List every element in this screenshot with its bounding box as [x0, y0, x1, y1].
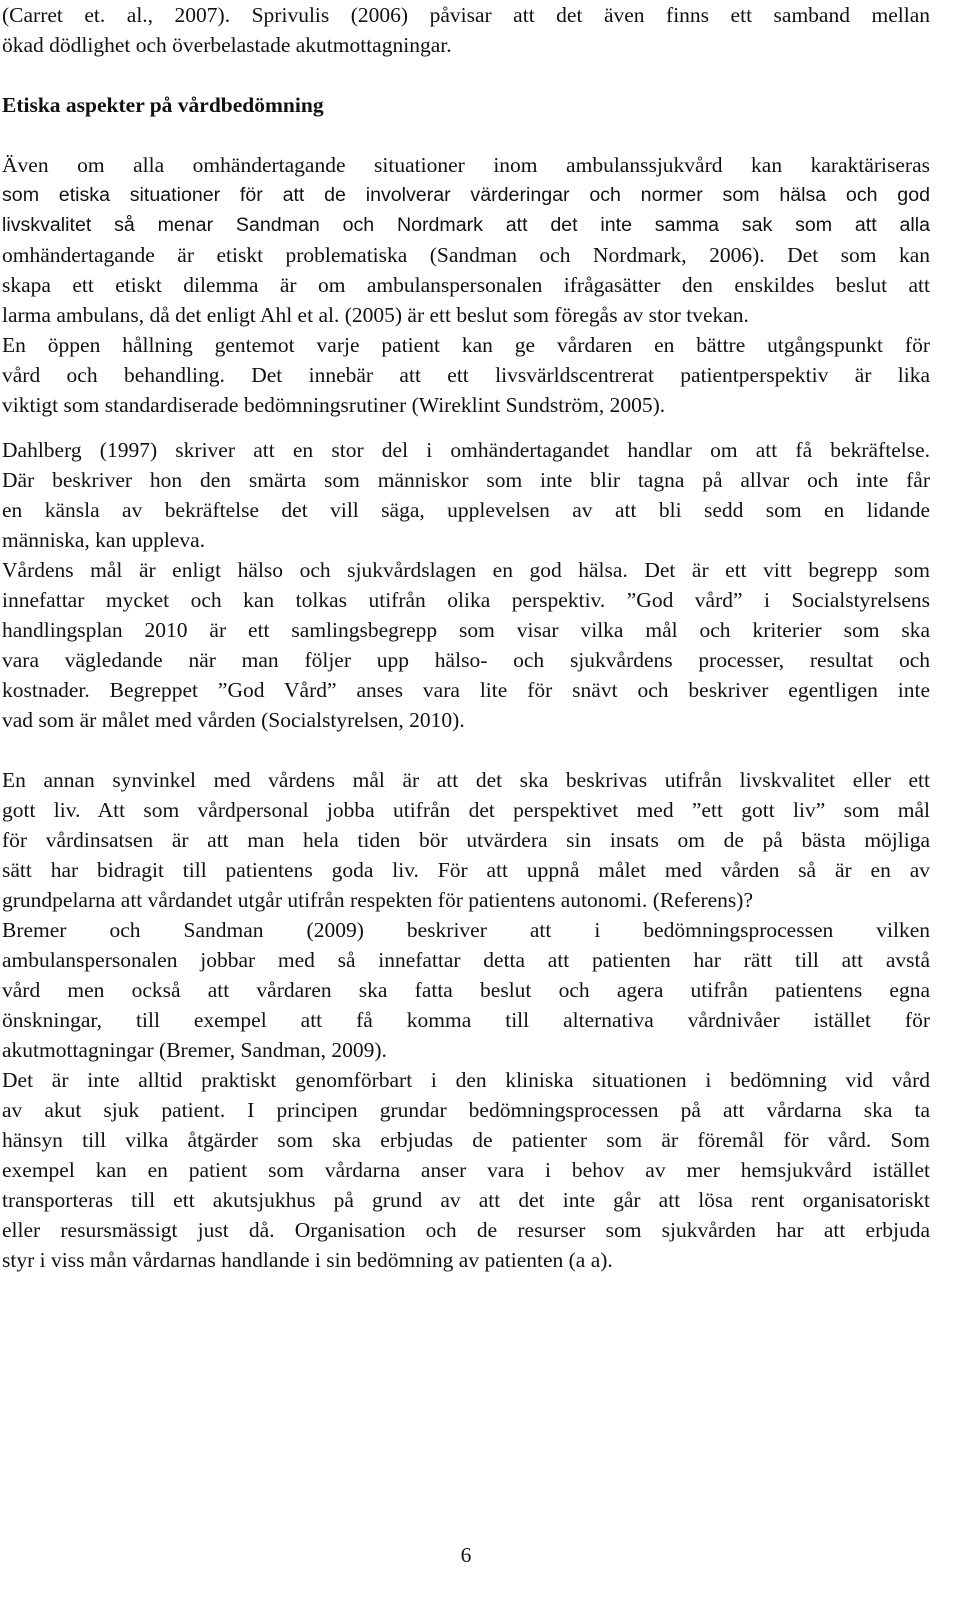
- text-line: för vårdinsatsen är att man hela tiden bör utvärdera sin insats om de på bästa möjliga: [2, 828, 930, 852]
- text-line: Där beskriver hon den smärta som människor som inte blir tagna på allvar och inte får: [2, 468, 930, 492]
- text-line: styr i viss mån vårdarnas handlande i sin bedömning av patienten (a a).: [2, 1248, 613, 1272]
- section-heading: Etiska aspekter på vårdbedömning: [2, 93, 324, 117]
- text-line: människa, kan uppleva.: [2, 528, 206, 552]
- text-line: vara vägledande när man följer upp hälso- och sjukvårdens processer, resultat och: [2, 648, 930, 672]
- text-line: akutmottagningar (Bremer, Sandman, 2009).: [2, 1038, 387, 1062]
- text-line: livskvalitet så menar Sandman och Nordmark att det inte samma sak som att alla: [2, 214, 930, 236]
- text-line: exempel kan en patient som vårdarna anser vara i behov av mer hemsjukvård istället: [2, 1158, 930, 1182]
- text-line: av akut sjuk patient. I principen grundar bedömningsprocessen på att vårdarna ska ta: [2, 1098, 930, 1122]
- page-number: 6: [460, 1543, 472, 1567]
- text-line: eller resursmässigt just då. Organisation och de resurser som sjukvården har att erbjuda: [2, 1218, 930, 1242]
- text-line: en känsla av bekräftelse det vill säga, upplevelsen av att bli sedd som en lidande: [2, 498, 930, 522]
- text-line: sätt har bidragit till patientens goda liv. För att uppnå målet med vården så är en av: [2, 858, 930, 882]
- text-line: Dahlberg (1997) skriver att en stor del i omhändertagandet handlar om att få bekräftelse.: [2, 438, 930, 462]
- text-line: (Carret et. al., 2007). Sprivulis (2006) påvisar att det även finns ett samband mellan: [2, 3, 930, 27]
- text-line: hänsyn till vilka åtgärder som ska erbjudas de patienter som är föremål för vård. Som: [2, 1128, 930, 1152]
- text-line: vård men också att vårdaren ska fatta beslut och agera utifrån patientens egna: [2, 978, 930, 1002]
- text-line: vad som är målet med vården (Socialstyrelsen, 2010).: [2, 708, 465, 732]
- text-line: Vårdens mål är enligt hälso och sjukvårdslagen en god hälsa. Det är ett vitt begrepp som: [2, 558, 930, 582]
- document-page: [2, 0, 930, 1617]
- text-line: innefattar mycket och kan tolkas utifrån olika perspektiv. ”God vård” i Socialstyrelsens: [2, 588, 930, 612]
- text-line: gott liv. Att som vårdpersonal jobba utifrån det perspektivet med ”ett gott liv” som mål: [2, 798, 930, 822]
- text-line: skapa ett etiskt dilemma är om ambulanspersonalen ifrågasätter den enskildes beslut att: [2, 273, 930, 297]
- text-line: Bremer och Sandman (2009) beskriver att i bedömningsprocessen vilken: [2, 918, 930, 942]
- text-line: önskningar, till exempel att få komma till alternativa vårdnivåer istället för: [2, 1008, 930, 1032]
- text-line: Det är inte alltid praktiskt genomförbart i den kliniska situationen i bedömning vid vård: [2, 1068, 930, 1092]
- text-line: Även om alla omhändertagande situationer inom ambulanssjukvård kan karaktäriseras: [2, 153, 930, 177]
- text-line: viktigt som standardiserade bedömningsrutiner (Wireklint Sundström, 2005).: [2, 393, 666, 417]
- text-line: ökad dödlighet och överbelastade akutmottagningar.: [2, 33, 452, 57]
- text-line: grundpelarna att vårdandet utgår utifrån respekten för patientens autonomi. (Referens)?: [2, 888, 753, 912]
- text-line: larma ambulans, då det enligt Ahl et al. (2005) är ett beslut som föregås av stor tvekan.: [2, 303, 749, 327]
- text-line: kostnader. Begreppet ”God Vård” anses vara lite för snävt och beskriver egentligen inte: [2, 678, 930, 702]
- text-line: transporteras till ett akutsjukhus på grund av att det inte går att lösa rent organisatoriskt: [2, 1188, 930, 1212]
- text-line: omhändertagande är etiskt problematiska (Sandman och Nordmark, 2006). Det som kan: [2, 243, 930, 267]
- text-line: En annan synvinkel med vårdens mål är att det ska beskrivas utifrån livskvalitet eller ett: [2, 768, 930, 792]
- text-line: ambulanspersonalen jobbar med så innefattar detta att patienten har rätt till att avstå: [2, 948, 930, 972]
- text-line: som etiska situationer för att de involverar värderingar och normer som hälsa och god: [2, 184, 930, 206]
- text-line: handlingsplan 2010 är ett samlingsbegrepp som visar vilka mål och kriterier som ska: [2, 618, 930, 642]
- text-line: En öppen hållning gentemot varje patient kan ge vårdaren en bättre utgångspunkt för: [2, 333, 930, 357]
- text-line: vård och behandling. Det innebär att ett livsvärldscentrerat patientperspektiv är lika: [2, 363, 930, 387]
